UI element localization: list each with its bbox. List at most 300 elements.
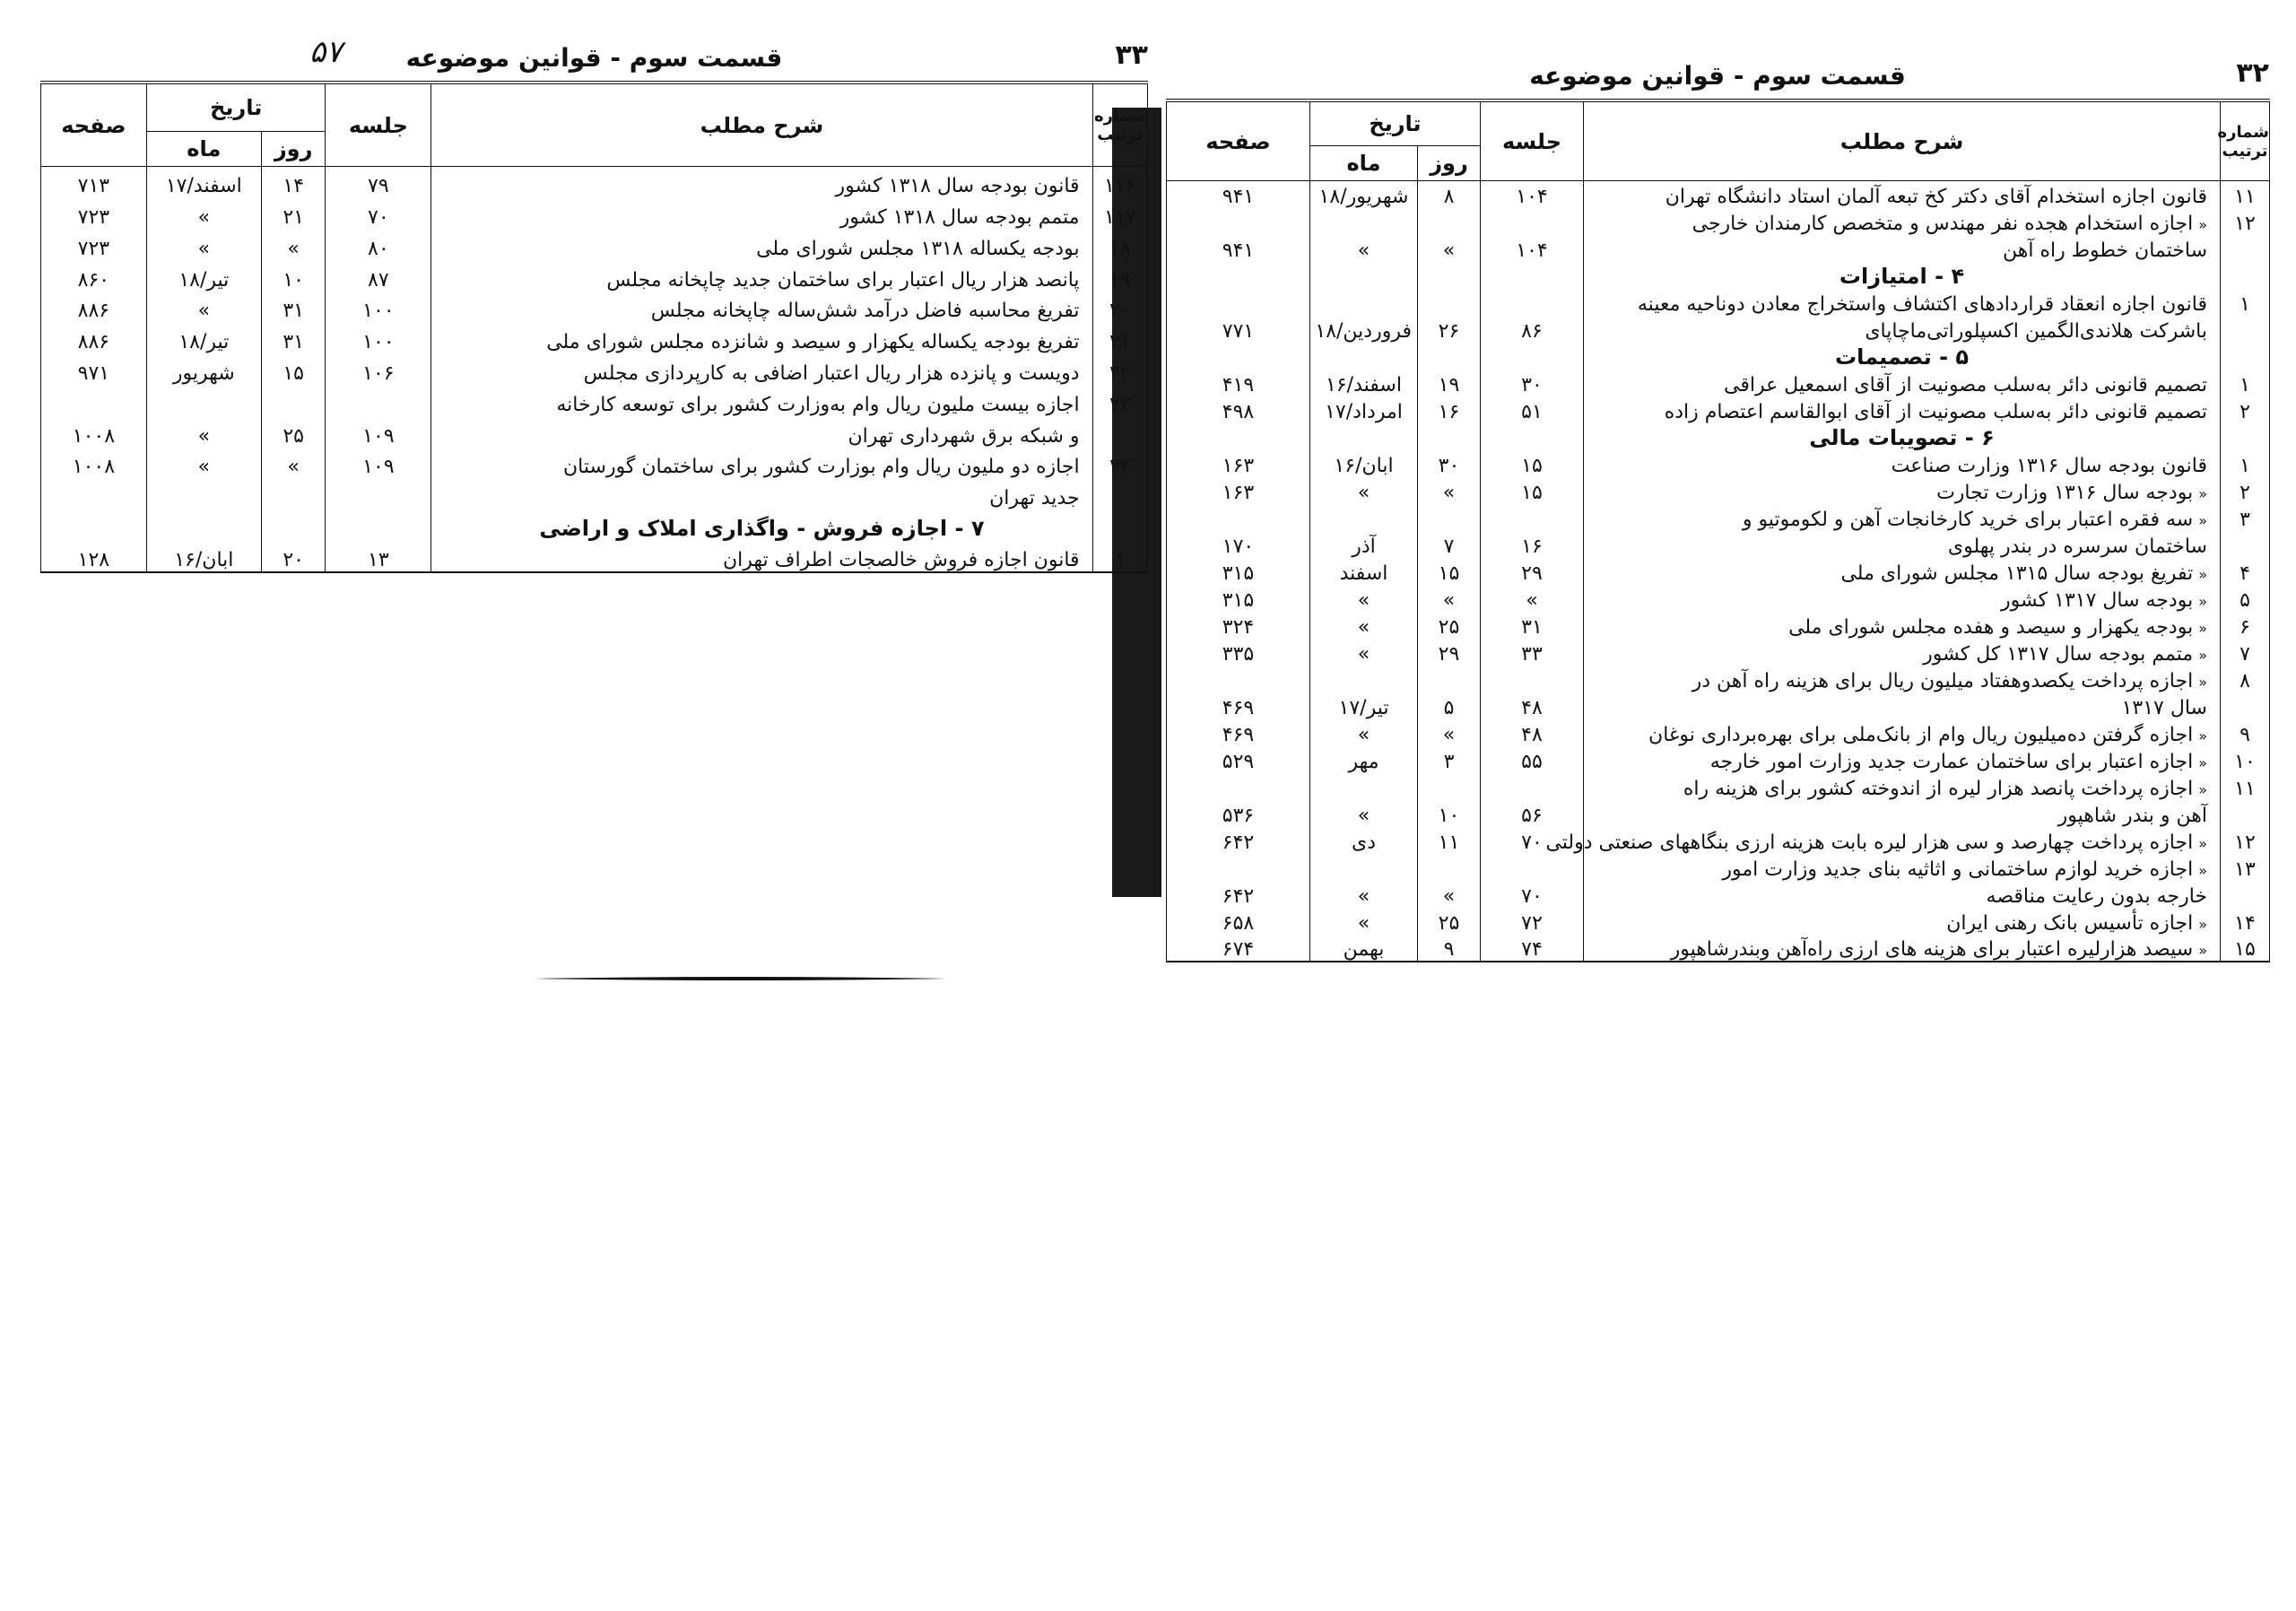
cell-month: اسفند/۱۶: [1310, 370, 1418, 396]
cell-month: تیر/۱۷: [1310, 692, 1418, 719]
cell-session: ۵۵: [1481, 746, 1584, 773]
cell-month: [146, 478, 261, 509]
cell-description: [431, 385, 1092, 416]
cell-no: ۲۲: [1092, 353, 1147, 385]
cell-month: [1310, 854, 1418, 881]
cell-description: [431, 353, 1092, 385]
cell-day: ۱۶: [1418, 396, 1481, 423]
table-row: [41, 322, 1148, 353]
table-row: [1167, 639, 2270, 666]
cell-session: ۱۰۰: [326, 292, 431, 323]
cell-month: دی: [1310, 827, 1418, 854]
cell-description: [1584, 208, 2221, 235]
cell-session: [1481, 343, 1584, 370]
col-header-date: تاریخ: [146, 83, 326, 132]
cell-day: »: [1418, 235, 1481, 262]
cell-month: بهمن: [1310, 935, 1418, 962]
cell-session: ۷۰: [326, 197, 431, 229]
table-row: [41, 448, 1148, 479]
table-row: [1167, 827, 2270, 854]
cell-month: شهریور: [146, 353, 261, 385]
ditto-mark: «: [2198, 619, 2207, 637]
cell-no: [1092, 478, 1147, 509]
cell-month: »: [1310, 881, 1418, 908]
cell-month: [1310, 423, 1418, 450]
ditto-mark: «: [2198, 861, 2207, 879]
table-row: [1167, 396, 2270, 423]
cell-day: ۳۰: [1418, 450, 1481, 477]
cell-month: [1310, 504, 1418, 531]
cell-description: [1584, 235, 2221, 262]
cell-day: ۹: [1418, 935, 1481, 962]
cell-month: [146, 509, 261, 541]
cell-page: [1167, 773, 1310, 800]
cell-no: [2221, 692, 2270, 719]
cell-day: ۷: [1418, 531, 1481, 558]
description-text: باشرکت هلاندی‌الگمین اکسپلوراتی‌ماچاپای: [1865, 319, 2207, 343]
cell-session: [326, 478, 431, 509]
cell-session: ۵۶: [1481, 800, 1584, 827]
table-row: [1167, 908, 2270, 935]
description-text: بودجه یکساله ۱۳۱۸ مجلس شورای ملی: [756, 237, 1080, 260]
cell-session: ۳۱: [1481, 612, 1584, 639]
cell-session: ۴۸: [1481, 719, 1584, 746]
description-text: بودجه سال ۱۳۱۶ وزارت تجارت: [1936, 481, 2194, 504]
cell-day: [261, 385, 326, 416]
cell-session: ۱۰۴: [1481, 181, 1584, 208]
cell-page: ۱۰۰۸: [41, 416, 147, 448]
description-text: تصمیم قانونی دائر به‌سلب مصونیت از آقای اسمعیل عراقی: [1723, 373, 2207, 396]
section-heading-row: [1167, 262, 2270, 289]
col-header-session: جلسه: [326, 83, 431, 167]
cell-session: ۷۴: [1481, 935, 1584, 962]
section-heading-row: [41, 509, 1148, 541]
cell-no: ۱: [1092, 541, 1147, 572]
cell-session: ۱۵: [1481, 450, 1584, 477]
description-text: آهن و بندر شاهپور: [2057, 804, 2207, 827]
cell-no: ۷: [2221, 639, 2270, 666]
cell-day: ۲۵: [1418, 908, 1481, 935]
cell-page: ۴۶۹: [1167, 692, 1310, 719]
cell-session: ۱۵: [1481, 477, 1584, 504]
table-row: [1167, 370, 2270, 396]
cell-page: ۷۷۱: [1167, 316, 1310, 343]
cell-description: [1584, 692, 2221, 719]
cell-page: ۷۱۳: [41, 167, 147, 198]
cell-page: ۹۴۱: [1167, 235, 1310, 262]
table-row: [41, 292, 1148, 323]
table-row: [1167, 666, 2270, 692]
cell-session: [1481, 423, 1584, 450]
cell-month: »: [1310, 800, 1418, 827]
table-row: [1167, 289, 2270, 316]
cell-no: [2221, 316, 2270, 343]
table-row: [41, 478, 1148, 509]
cell-description: [1584, 504, 2221, 531]
col-header-session: جلسه: [1481, 100, 1584, 181]
cell-day: ۲۱: [261, 197, 326, 229]
left-part-title: قسمت سوم - قوانین موضوعه: [405, 43, 783, 73]
col-header-page: صفحه: [1167, 100, 1310, 181]
cell-description: [1584, 612, 2221, 639]
cell-day: »: [1418, 719, 1481, 746]
cell-session: ۳۰: [1481, 370, 1584, 396]
cell-month: »: [146, 197, 261, 229]
cell-month: »: [146, 448, 261, 479]
cell-no: ۱۲: [2221, 208, 2270, 235]
cell-day: »: [261, 229, 326, 260]
cell-description: [1584, 746, 2221, 773]
cell-page: [41, 478, 147, 509]
description-text: قانون اجازه فروش خالصجات اطراف تهران: [722, 548, 1080, 571]
table-row: [1167, 881, 2270, 908]
ditto-mark: «: [2198, 727, 2207, 745]
cell-page: ۱۷۰: [1167, 531, 1310, 558]
cell-page: ۱۶۳: [1167, 477, 1310, 504]
cell-page: ۴۱۹: [1167, 370, 1310, 396]
ditto-mark: «: [2198, 673, 2207, 691]
cell-description: [431, 478, 1092, 509]
table-row: [1167, 558, 2270, 585]
cell-day: ۱۱: [1418, 827, 1481, 854]
description-text: خارجه بدون رعایت مناقصه: [1986, 884, 2207, 908]
cell-description: [1584, 396, 2221, 423]
description-text: اجازه اعتبار برای ساختمان عمارت جدید وزارت امور خارجه: [1709, 750, 2194, 773]
cell-month: تیر/۱۸: [146, 260, 261, 292]
cell-no: ۲۱: [1092, 322, 1147, 353]
right-page-number: ۳۲: [2236, 57, 2269, 89]
cell-no: [1092, 416, 1147, 448]
table-row: [41, 260, 1148, 292]
cell-page: ۳۱۵: [1167, 585, 1310, 612]
cell-no: ۱: [2221, 370, 2270, 396]
cell-session: ۱۰۹: [326, 448, 431, 479]
section-heading: ۶ - تصویبات مالی: [1584, 423, 2221, 450]
cell-month: تیر/۱۸: [146, 322, 261, 353]
table-row: [1167, 719, 2270, 746]
cell-page: [1167, 262, 1310, 289]
section-heading: ۷ - اجازه فروش - واگذاری املاک و اراضی: [431, 509, 1092, 541]
cell-page: ۶۴۲: [1167, 827, 1310, 854]
description-text: اجازه بیست ملیون ریال وام به‌وزارت کشور برای توسعه کارخانه: [556, 393, 1080, 416]
cell-no: [2221, 881, 2270, 908]
description-text: تفریغ بودجه یکساله یکهزار و سیصد و شانزده مجلس شورای ملی: [546, 331, 1080, 354]
description-text: تصمیم قانونی دائر به‌سلب مصونیت از آقای ابوالقاسم اعتصام زاده: [1664, 400, 2207, 423]
cell-day: ۳۱: [261, 322, 326, 353]
cell-month: [1310, 773, 1418, 800]
table-row: [41, 167, 1148, 198]
cell-session: ۸۰: [326, 229, 431, 260]
cell-month: »: [1310, 235, 1418, 262]
table-row: [1167, 181, 2270, 208]
cell-page: ۵۳۶: [1167, 800, 1310, 827]
description-text: متمم بودجه سال ۱۳۱۷ کل کشور: [1923, 642, 2194, 666]
cell-day: »: [1418, 585, 1481, 612]
cell-description: [1584, 477, 2221, 504]
cell-month: امرداد/۱۷: [1310, 396, 1418, 423]
cell-page: ۵۲۹: [1167, 746, 1310, 773]
cell-page: [1167, 343, 1310, 370]
cell-page: ۸۸۶: [41, 322, 147, 353]
cell-session: ۷۰: [1481, 881, 1584, 908]
cell-session: ۸۶: [1481, 316, 1584, 343]
cell-month: اسفند: [1310, 558, 1418, 585]
cell-month: »: [1310, 908, 1418, 935]
cell-description: [1584, 316, 2221, 343]
cell-month: اسفند/۱۷: [146, 167, 261, 198]
cell-description: [1584, 800, 2221, 827]
cell-month: »: [146, 416, 261, 448]
description-text: اجازه دو ملیون ریال وام بوزارت کشور برای ساختمان گورستان: [563, 456, 1080, 479]
cell-description: [1584, 908, 2221, 935]
cell-session: [326, 509, 431, 541]
cell-session: ۱۰۹: [326, 416, 431, 448]
cell-description: [1584, 531, 2221, 558]
ditto-mark: «: [2198, 941, 2207, 959]
description-text: اجازه پرداخت چهارصد و سی هزار لیره بابت هزینه ارزی بنگاههای صنعتی دولتی: [1545, 831, 2194, 854]
cell-day: [1418, 504, 1481, 531]
cell-page: ۳۳۵: [1167, 639, 1310, 666]
col-header-no: شماره ترتیب: [2221, 100, 2270, 181]
cell-day: [1418, 773, 1481, 800]
cell-description: [1584, 450, 2221, 477]
cell-session: ۵۱: [1481, 396, 1584, 423]
cell-session: ۳۳: [1481, 639, 1584, 666]
description-text: قانون بودجه سال ۱۳۱۶ وزارت صناعت: [1891, 454, 2207, 477]
cell-session: ۱۰۰: [326, 322, 431, 353]
ditto-mark: «: [2198, 646, 2207, 664]
cell-session: [326, 385, 431, 416]
description-text: اجازه تأسیس بانک رهنی ایران: [1946, 911, 2194, 935]
cell-session: ۷۲: [1481, 908, 1584, 935]
cell-session: [1481, 289, 1584, 316]
cell-page: [1167, 208, 1310, 235]
cell-day: »: [1418, 477, 1481, 504]
description-text: سال ۱۳۱۷: [2121, 696, 2207, 719]
cell-day: »: [1418, 881, 1481, 908]
cell-description: [1584, 585, 2221, 612]
cell-session: ۴۸: [1481, 692, 1584, 719]
right-index-table: [1166, 99, 2270, 962]
description-text: اجازه پرداخت یکصدوهفتاد میلیون ریال برای هزینه راه آهن در: [1692, 669, 2194, 692]
cell-no: [2221, 262, 2270, 289]
cell-day: ۳: [1418, 746, 1481, 773]
ditto-mark: «: [2198, 484, 2207, 502]
cell-no: ۱۲: [2221, 827, 2270, 854]
cell-no: ۱۱۶: [1092, 167, 1147, 198]
cell-no: ۸: [2221, 666, 2270, 692]
cell-no: ۱۰: [2221, 746, 2270, 773]
cell-no: ۲۰: [1092, 292, 1147, 323]
cell-month: [146, 385, 261, 416]
cell-day: ۸: [1418, 181, 1481, 208]
cell-page: ۳۲۴: [1167, 612, 1310, 639]
cell-page: [1167, 289, 1310, 316]
cell-session: ۸۷: [326, 260, 431, 292]
col-header-desc: شرح مطلب: [1584, 100, 2221, 181]
section-heading-row: [1167, 343, 2270, 370]
table-row: [1167, 612, 2270, 639]
cell-page: [1167, 854, 1310, 881]
section-heading: ۵ - تصمیمات: [1584, 343, 2221, 370]
table-row: [1167, 692, 2270, 719]
cell-description: [1584, 639, 2221, 666]
cell-no: ۱۵: [2221, 935, 2270, 962]
cell-session: ۱۰۶: [326, 353, 431, 385]
cell-no: ۲: [2221, 477, 2270, 504]
table-row: [41, 353, 1148, 385]
cell-page: ۸۸۶: [41, 292, 147, 323]
cell-no: [2221, 235, 2270, 262]
cell-no: ۱۹: [1092, 260, 1147, 292]
cell-day: [1418, 854, 1481, 881]
table-row: [41, 385, 1148, 416]
ditto-mark: «: [2198, 511, 2207, 529]
cell-page: ۳۱۵: [1167, 558, 1310, 585]
cell-day: [1418, 289, 1481, 316]
table-row: [1167, 935, 2270, 962]
cell-session: [1481, 504, 1584, 531]
table-row: [1167, 854, 2270, 881]
cell-no: [2221, 343, 2270, 370]
cell-no: ۲: [2221, 396, 2270, 423]
cell-no: ۱۳: [2221, 854, 2270, 881]
cell-session: [1481, 262, 1584, 289]
cell-day: [1418, 208, 1481, 235]
cell-day: ۲۰: [261, 541, 326, 572]
cell-description: [431, 167, 1092, 198]
description-text: اجازه خرید لوازم ساختمانی و اثاثیه بنای جدید وزارت امور: [1722, 858, 2194, 881]
cell-month: »: [146, 229, 261, 260]
cell-day: [1418, 666, 1481, 692]
ditto-mark: «: [2198, 834, 2207, 852]
cell-no: [2221, 531, 2270, 558]
cell-month: »: [1310, 612, 1418, 639]
section-heading: ۴ - امتیازات: [1584, 262, 2221, 289]
cell-month: مهر: [1310, 746, 1418, 773]
cell-description: [1584, 181, 2221, 208]
cell-no: ۵: [2221, 585, 2270, 612]
cell-session: [1481, 208, 1584, 235]
cell-month: »: [1310, 719, 1418, 746]
cell-no: ۶: [2221, 612, 2270, 639]
description-text: متمم بودجه سال ۱۳۱۸ کشور: [839, 206, 1080, 230]
description-text: جدید تهران: [989, 487, 1080, 510]
cell-month: شهریور/۱۸: [1310, 181, 1418, 208]
cell-no: [1092, 509, 1147, 541]
cell-month: ابان/۱۶: [1310, 450, 1418, 477]
description-text: و شبکه برق شهرداری تهران: [848, 424, 1080, 448]
ditto-mark: «: [2198, 215, 2207, 233]
cell-day: ۱۰: [1418, 800, 1481, 827]
cell-no: ۱۴: [2221, 908, 2270, 935]
cell-no: ۱۱۷: [1092, 197, 1147, 229]
description-text: قانون اجازه انعقاد قراردادهای اکتشاف واستخراج معادن دوناحیه معینه: [1637, 292, 2207, 316]
cell-day: [1418, 262, 1481, 289]
cell-description: [1584, 558, 2221, 585]
cell-page: ۶۷۴: [1167, 935, 1310, 962]
description-text: اجازه پرداخت پانصد هزار لیره از اندوخته کشور برای هزینه راه: [1683, 777, 2194, 800]
cell-day: ۱۹: [1418, 370, 1481, 396]
cell-no: ۱: [2221, 289, 2270, 316]
cell-description: [431, 292, 1092, 323]
cell-description: [1584, 935, 2221, 962]
cell-page: [41, 385, 147, 416]
cell-day: ۱۵: [1418, 558, 1481, 585]
cell-month: [1310, 262, 1418, 289]
description-text: قانون بودجه سال ۱۳۱۸ کشور: [835, 175, 1080, 198]
left-page-header: [40, 36, 1148, 81]
cell-no: [2221, 800, 2270, 827]
table-row: [1167, 450, 2270, 477]
cell-month: [1310, 208, 1418, 235]
cell-no: ۳: [2221, 504, 2270, 531]
table-row: [1167, 208, 2270, 235]
cell-session: ۱۳: [326, 541, 431, 572]
col-header-day: روز: [1418, 146, 1481, 181]
cell-session: ۲۹: [1481, 558, 1584, 585]
cell-month: »: [146, 292, 261, 323]
description-text: سیصد هزارلیره اعتبار برای هزینه های ارزی راه‌آهن وبندرشاهپور: [1670, 937, 2194, 961]
cell-page: ۹۴۱: [1167, 181, 1310, 208]
cell-day: ۳۱: [261, 292, 326, 323]
cell-description: [1584, 666, 2221, 692]
left-index-table: [40, 81, 1148, 573]
cell-month: فروردین/۱۸: [1310, 316, 1418, 343]
cell-page: [1167, 666, 1310, 692]
cell-page: ۶۵۸: [1167, 908, 1310, 935]
table-row: [41, 197, 1148, 229]
cell-month: »: [1310, 639, 1418, 666]
cell-page: [1167, 423, 1310, 450]
cell-description: [1584, 370, 2221, 396]
col-header-date: تاریخ: [1310, 100, 1481, 146]
ditto-mark: «: [2198, 915, 2207, 933]
cell-day: ۲۵: [1418, 612, 1481, 639]
cell-no: ۹: [2221, 719, 2270, 746]
handwritten-page-number: ۵۷: [309, 34, 343, 70]
col-header-no: شماره ترتیب: [1092, 83, 1147, 167]
cell-day: [261, 509, 326, 541]
table-row: [1167, 235, 2270, 262]
description-text: دویست و پانزده هزار ریال اعتبار اضافی به کارپردازی مجلس: [583, 362, 1080, 386]
table-row: [1167, 746, 2270, 773]
table-row: [41, 229, 1148, 260]
cell-month: [1310, 289, 1418, 316]
cell-description: [1584, 719, 2221, 746]
cell-description: [431, 322, 1092, 353]
col-header-page: صفحه: [41, 83, 147, 167]
description-text: بودجه یکهزار و سیصد و هفده مجلس شورای ملی: [1788, 615, 2194, 639]
cell-description: [431, 416, 1092, 448]
section-heading-row: [1167, 423, 2270, 450]
right-table-body: [1167, 181, 2270, 962]
cell-day: »: [261, 448, 326, 479]
ditto-mark: «: [2198, 780, 2207, 798]
cell-page: ۱۶۳: [1167, 450, 1310, 477]
cell-description: [431, 541, 1092, 572]
cell-description: [1545, 827, 2221, 854]
ditto-mark: «: [2198, 565, 2207, 583]
table-row: [1167, 585, 2270, 612]
cell-month: »: [1310, 477, 1418, 504]
cell-session: [1481, 773, 1584, 800]
cell-no: ۱۸: [1092, 229, 1147, 260]
cell-day: ۲۶: [1418, 316, 1481, 343]
description-text: ساختمان سرسره در بندر پهلوی: [1947, 535, 2207, 558]
description-text: سه فقره اعتبار برای خرید کارخانجات آهن و لکوموتیو و: [1742, 508, 2194, 531]
table-row: [41, 416, 1148, 448]
